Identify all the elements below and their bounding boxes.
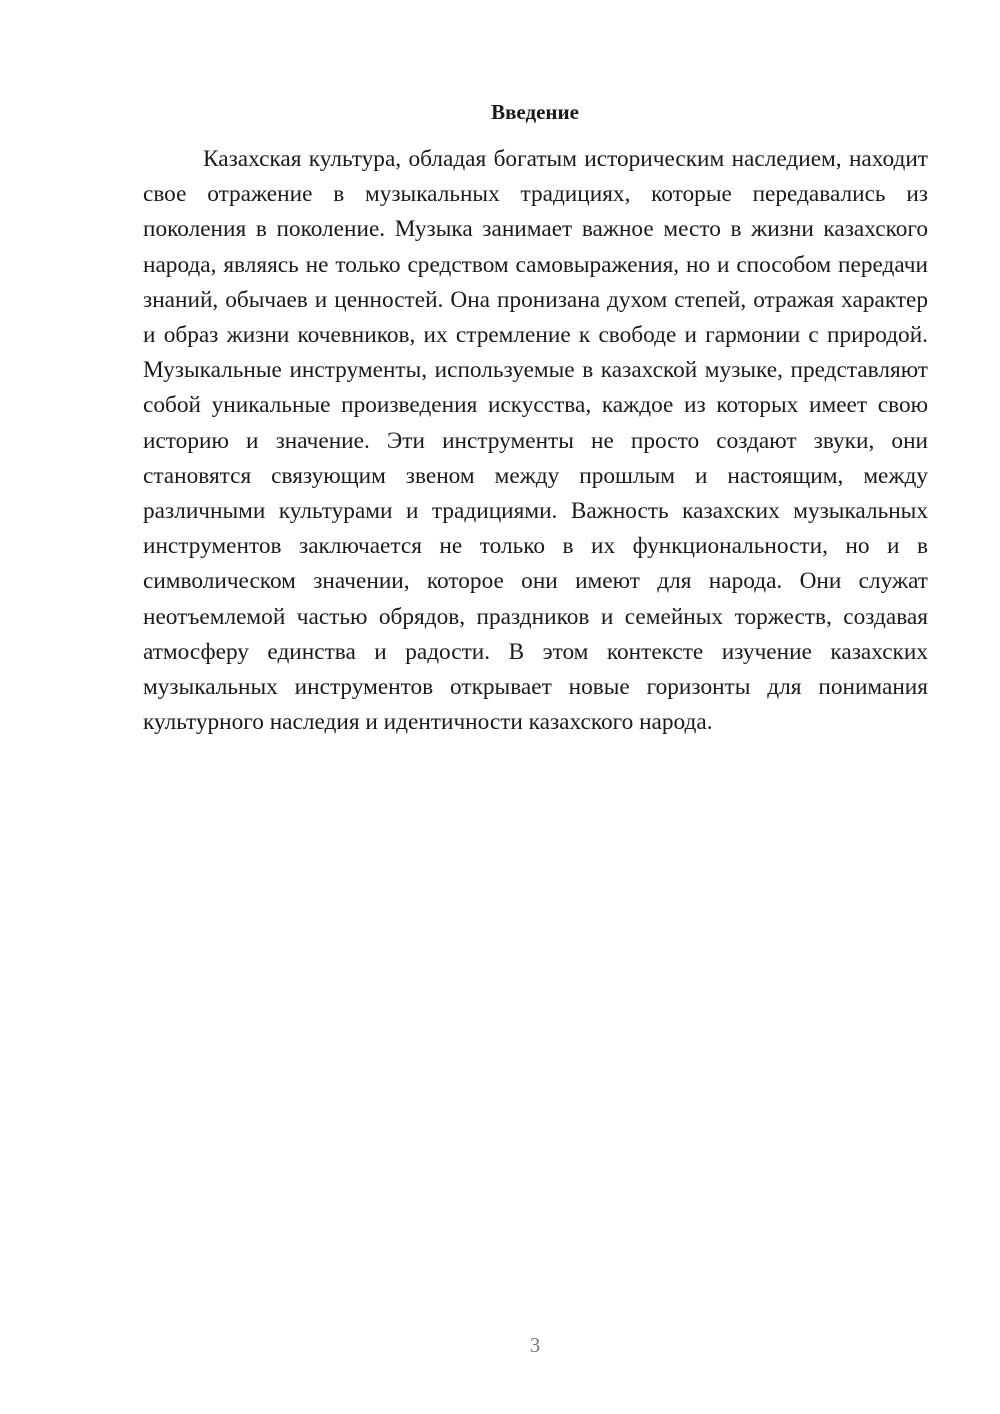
page-number: 3 [529, 1333, 541, 1357]
body-paragraph: Казахская культура, обладая богатым историческим наследием, находит свое отражение в музыкальных традициях, которые передавались из поколения в поколение. Музыка занимает важное место в жизни казахского народа, являясь не только средством самовыражения, но и способом передачи знаний, обычаев и ценностей. Она пронизана духом степей, отражая характер и образ жизни кочевников, их стремление к свободе и гармонии с природой. Музыкальные инструменты, используемые в казахской музыке, представляют собой уникальные произведения искусства, каждое из которых имеет свою историю и значение. Эти инструменты не просто создают звуки, они становятся связующим звеном между прошлым и настоящим, между различными культурами и традициями. Важность казахских музыкальных инструментов заключается не только в их функциональности, но и в символическом значении, которое они имеют для народа. Они служат неотъемлемой частью обрядов, праздников и семейных торжеств, создавая атмосферу единства и радости. В этом контексте изучение казахских музыкальных инструментов открывает новые горизонты для понимания культурного наследия и идентичности казахского народа. [143, 146, 928, 736]
section-heading: Введение [491, 100, 579, 124]
